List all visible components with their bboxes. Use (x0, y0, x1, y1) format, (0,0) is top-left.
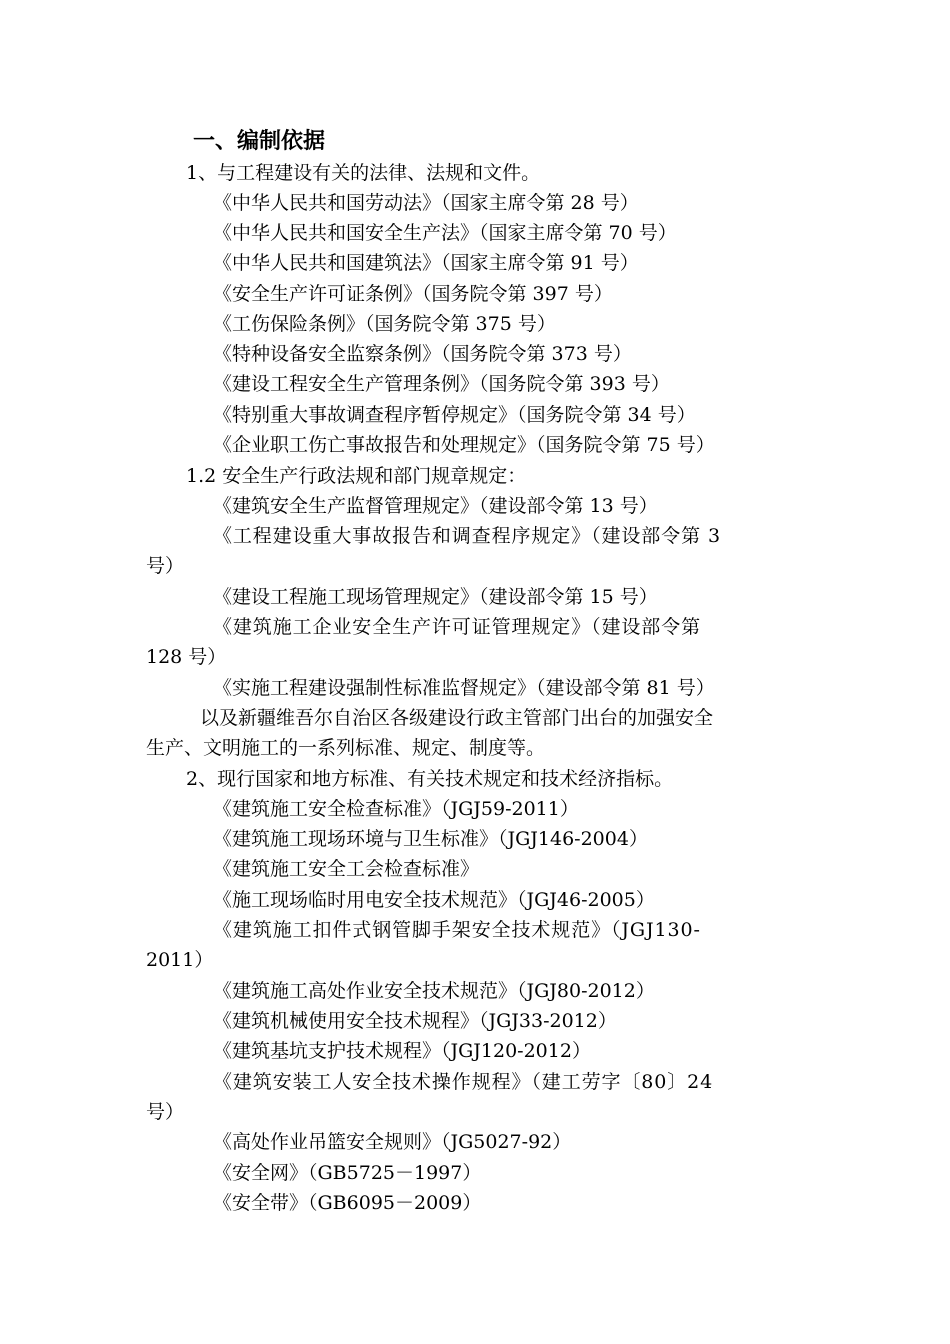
regulation-reference: 《建设工程施工现场管理规定》（建设部令第 15 号） (213, 586, 658, 608)
paragraph-line: 生产、文明施工的一系列标准、规定、制度等。 (146, 737, 546, 759)
section12-heading: 1.2 安全生产行政法规和部门规章规定： (186, 465, 527, 487)
standard-reference: 《建筑施工高处作业安全技术规范》（JGJ80-2012） (213, 980, 655, 1002)
standard-reference: 《施工现场临时用电安全技术规范》（JGJ46-2005） (213, 889, 655, 911)
standard-reference: 《建筑基坑支护技术规程》（JGJ120-2012） (213, 1040, 591, 1062)
document-title: 一、编制依据 (193, 129, 326, 154)
standard-reference: 《安全网》（GB5725－1997） (213, 1162, 482, 1184)
standard-reference: 《建筑施工安全检查标准》（JGJ59-2011） (213, 798, 579, 820)
law-reference: 《中华人民共和国劳动法》（国家主席令第 28 号） (213, 192, 639, 214)
law-reference: 《企业职工伤亡事故报告和处理规定》（国务院令第 75 号） (213, 434, 715, 456)
standard-reference: 《高处作业吊篮安全规则》（JG5027-92） (213, 1131, 572, 1153)
law-reference: 《特种设备安全监察条例》（国务院令第 373 号） (213, 343, 632, 365)
standard-reference: 《建筑施工现场环境与卫生标准》（JGJ146-2004） (213, 828, 648, 850)
regulation-reference-continuation: 号） (146, 555, 185, 577)
paragraph-line: 以及新疆维吾尔自治区各级建设行政主管部门出台的加强安全 (200, 707, 714, 729)
regulation-reference-continuation: 128 号） (146, 646, 227, 668)
regulation-reference: 《建筑施工企业安全生产许可证管理规定》（建设部令第 (213, 616, 702, 638)
regulation-reference: 《建筑安全生产监督管理规定》（建设部令第 13 号） (213, 495, 658, 517)
section1-heading: 1、与工程建设有关的法律、法规和文件。 (186, 162, 541, 184)
section2-heading: 2、现行国家和地方标准、有关技术规定和技术经济指标。 (186, 768, 674, 790)
standard-reference-continuation: 号） (146, 1101, 185, 1123)
standard-reference: 《建筑施工扣件式钢管脚手架安全技术规范》（JGJ130- (213, 919, 701, 941)
law-reference: 《中华人民共和国安全生产法》（国家主席令第 70 号） (213, 222, 677, 244)
standard-reference-continuation: 2011） (146, 949, 214, 971)
standard-reference: 《建筑机械使用安全技术规程》（JGJ33-2012） (213, 1010, 617, 1032)
regulation-reference: 《实施工程建设强制性标准监督规定》（建设部令第 81 号） (213, 677, 715, 699)
standard-reference: 《建筑安装工人安全技术操作规程》（建工劳字〔80〕24 (213, 1071, 714, 1093)
law-reference: 《特别重大事故调查程序暂停规定》（国务院令第 34 号） (213, 404, 696, 426)
law-reference: 《建设工程安全生产管理条例》（国务院令第 393 号） (213, 373, 670, 395)
standard-reference: 《安全带》（GB6095－2009） (213, 1192, 482, 1214)
standard-reference: 《建筑施工安全工会检查标准》 (213, 858, 480, 880)
regulation-reference: 《工程建设重大事故报告和调查程序规定》（建设部令第 3 (213, 525, 721, 547)
law-reference: 《工伤保险条例》（国务院令第 375 号） (213, 313, 556, 335)
law-reference: 《中华人民共和国建筑法》（国家主席令第 91 号） (213, 252, 639, 274)
law-reference: 《安全生产许可证条例》（国务院令第 397 号） (213, 283, 613, 305)
